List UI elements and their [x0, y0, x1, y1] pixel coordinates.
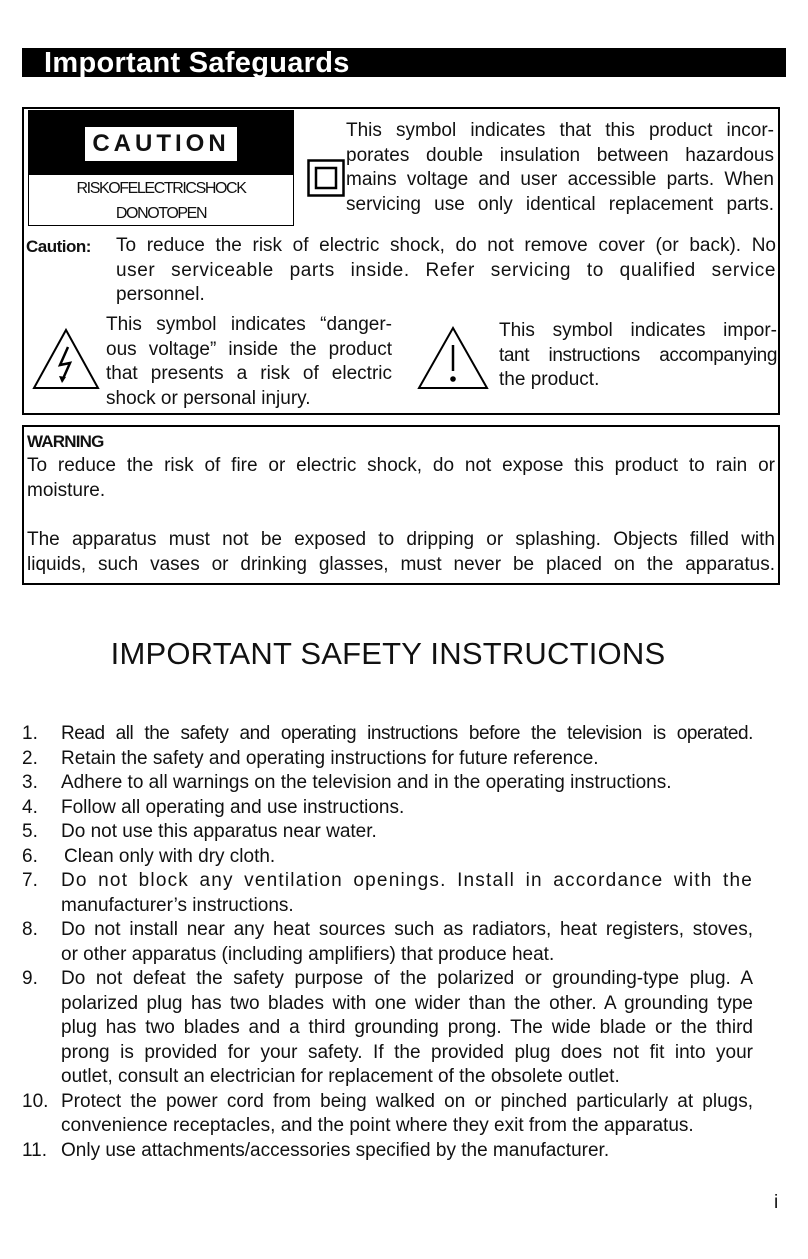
list-item-text: prong is provided for your safety. If the provided plug does not fit into your	[61, 1041, 753, 1063]
list-item-text: Retain the safety and operating instructions for future reference.	[61, 747, 599, 769]
list-item-text: convenience receptacles, and the point where they exit from the apparatus.	[61, 1115, 694, 1136]
list-item-number: 9.	[22, 968, 38, 989]
text-line: personnel.	[116, 284, 205, 305]
text-line: porates double insulation between hazardous	[346, 144, 774, 166]
double-square-icon	[307, 159, 345, 197]
list-item-text: or other apparatus (including amplifiers) that produce heat.	[61, 943, 555, 965]
caution-note-text	[116, 234, 776, 308]
text-line: To reduce the risk of fire or electric shock, do not expose this product to rain or	[27, 455, 775, 476]
list-item-text: Clean only with dry cloth.	[64, 845, 276, 867]
do-not-open-text: DONOTOPEN	[115, 205, 207, 222]
list-item-number: 2.	[22, 747, 38, 769]
text-line: ous voltage” inside the product	[106, 338, 392, 360]
list-item-number: 8.	[22, 919, 38, 940]
list-item-number: 6.	[22, 845, 38, 867]
text-line: liquids, such vases or drinking glasses, must never be placed on the apparatus.	[27, 553, 775, 575]
text-line: This symbol indicates impor-	[499, 320, 777, 341]
caution-label	[28, 110, 294, 226]
list-item-text: Follow all operating and use instructions.	[61, 796, 405, 818]
text-line: that presents a risk of electric	[106, 363, 392, 384]
lightning-triangle-icon	[31, 327, 101, 391]
list-item-number: 7.	[22, 870, 38, 891]
text-line: servicing use only identical replacement parts.	[346, 193, 774, 215]
list-item-text: Only use attachments/accessories specified by the manufacturer.	[61, 1139, 610, 1161]
warning-paragraph-2	[27, 528, 775, 577]
caution-word: CAUTION	[92, 130, 230, 157]
title-bar	[22, 48, 786, 77]
caution-label-header	[29, 111, 293, 175]
list-item-text: plug has two blades and a third grounding prong. The wide blade or the third	[61, 1017, 753, 1038]
important-instructions-text	[499, 319, 777, 393]
exclamation-triangle-icon	[416, 325, 490, 391]
text-line: tant instructions accompanying	[499, 344, 777, 366]
list-item-number: 1.	[22, 723, 38, 744]
text-line: shock or personal injury.	[106, 387, 311, 409]
caution-prefix: Caution:	[26, 237, 91, 256]
list-item-text: manufacturer’s instructions.	[61, 894, 294, 916]
list-item-text: Do not use this apparatus near water.	[61, 821, 377, 842]
dangerous-voltage-text	[106, 313, 392, 411]
warning-section	[22, 425, 780, 585]
text-line: the product.	[499, 369, 600, 390]
list-item-number: 11.	[22, 1139, 48, 1161]
list-item-text: Adhere to all warnings on the television and in the operating instructions.	[61, 772, 672, 793]
list-item-text: Read all the safety and operating instructions before the television is operated.	[61, 723, 753, 744]
caution-word-box	[85, 127, 237, 161]
text-line: This symbol indicates that this product incor-	[346, 120, 774, 141]
caution-section	[22, 107, 780, 415]
warning-paragraph-1	[27, 454, 775, 503]
text-line: user serviceable parts inside. Refer servicing to qualified service	[116, 259, 776, 281]
text-line: mains voltage and user accessible parts. When	[346, 169, 774, 190]
list-item-text: Do not block any ventilation openings. Install in accordance with the	[61, 870, 753, 891]
list-item-text: Protect the power cord from being walked on or pinched particularly at plugs,	[61, 1090, 753, 1112]
double-insulation-text	[346, 119, 774, 217]
warning-heading: WARNING	[27, 432, 104, 451]
text-line: To reduce the risk of electric shock, do not remove cover (or back). No	[116, 235, 776, 256]
instructions-heading: IMPORTANT SAFETY INSTRUCTIONS	[110, 636, 666, 671]
list-item-number: 10.	[22, 1090, 49, 1112]
page-number: i	[774, 1192, 779, 1213]
list-item-text: Do not defeat the safety purpose of the polarized or grounding-type plug. A	[61, 968, 753, 989]
list-item-text: outlet, consult an electrician for replacement of the obsolete outlet.	[61, 1066, 620, 1087]
list-item-number: 4.	[22, 796, 38, 818]
list-item-text: Do not install near any heat sources such as radiators, heat registers, stoves,	[61, 919, 753, 940]
page-title: Important Safeguards	[44, 47, 350, 79]
text-line: This symbol indicates “danger-	[106, 314, 392, 335]
list-item-number: 3.	[22, 772, 38, 793]
text-line: moisture.	[27, 479, 106, 501]
list-item-number: 5.	[22, 821, 38, 842]
text-line: The apparatus must not be exposed to dripping or splashing. Objects filled with	[27, 529, 775, 550]
risk-of-shock-text: RISKOFELECTRICSHOCK	[76, 180, 246, 197]
list-item-text: polarized plug has two blades with one wider than the other. A grounding type	[61, 992, 753, 1014]
